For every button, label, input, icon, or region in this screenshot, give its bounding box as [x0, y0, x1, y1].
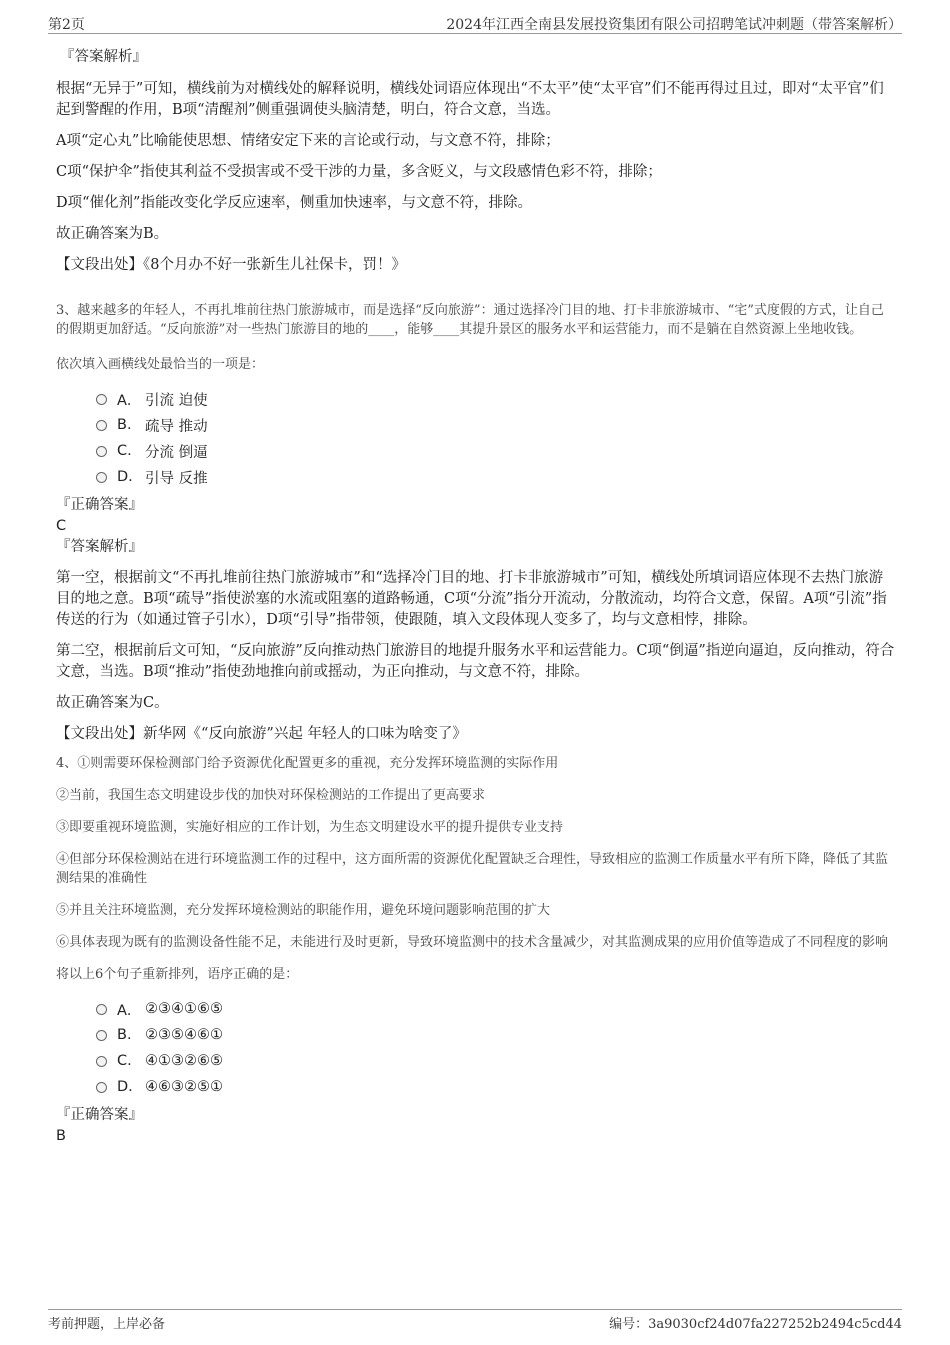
q2-analysis-p3: C项“保护伞”指使其利益不受损害或不受干涉的力量，多含贬义，与文段感情色彩不符，排除； — [56, 164, 662, 180]
q4-sentence-4: ④但部分环保检测站在进行环境监测工作的过程中，这方面所需的资源优化配置缺乏合理性，导致相应的监测工作质量水平有所下降，降低了其监测结果的准确性 — [56, 852, 889, 886]
q4-option-b[interactable]: B. ②③⑤④⑥① — [96, 1022, 896, 1048]
q2-analysis-p1: 根据“无异于”可知，横线前为对横线处的解释说明，横线处词语应体现出“不太平”使“太平官”们不能再得过且过，即对“太平官”们起到警醒的作用，B项“清醒剂”侧重强调使头脑清楚，明白，符合文意，当选。 — [56, 81, 884, 118]
q4-correct-label: 『正确答案』 — [56, 1107, 143, 1123]
q4-prompt: 将以上6个句子重新排列，语序正确的是： — [56, 967, 299, 982]
q4-correct-answer: B — [56, 1128, 66, 1144]
q3-source: 【文段出处】新华网《“反向旅游”兴起 年轻人的口味为啥变了》 — [56, 726, 467, 742]
q2-analysis-p2: A项“定心丸”比喻能使思想、情绪安定下来的言论或行动，与文意不符，排除； — [56, 133, 560, 149]
radio-icon[interactable] — [96, 472, 107, 483]
q2-analysis-label: 『答案解析』 — [60, 49, 147, 65]
q4-option-c[interactable]: C. ④①③②⑥⑤ — [96, 1048, 896, 1074]
radio-icon[interactable] — [96, 446, 107, 457]
q3-options — [96, 386, 896, 490]
q3-analysis-label: 『答案解析』 — [56, 539, 143, 555]
q4-options — [96, 996, 896, 1100]
q4-option-d[interactable]: D. ④⑥③②⑤① — [96, 1074, 896, 1100]
radio-icon[interactable] — [96, 1030, 107, 1041]
q4-sentence-1: 4、①则需要环保检测部门给予资源优化配置更多的重视，充分发挥环境监测的实际作用 — [56, 756, 559, 771]
q3-option-c[interactable]: C. 分流 倒逼 — [96, 438, 896, 464]
q3-option-d[interactable]: D. 引导 反推 — [96, 464, 896, 490]
header-divider — [48, 33, 902, 34]
footer-slogan: 考前押题，上岸必备 — [48, 1317, 166, 1332]
q2-analysis-p4: D项“催化剂”指能改变化学反应速率，侧重加快速率，与文意不符，排除。 — [56, 195, 532, 211]
q3-analysis-p2: 第二空，根据前后文可知，“反向旅游”反向推动热门旅游目的地提升服务水平和运营能力。C项“倒逼”指逆向逼迫，反向推动，符合文意，当选。B项“推动”指使劲地推向前或摇动，为正向推动，与文意不符，排除。 — [56, 643, 895, 680]
document-title: 2024年江西全南县发展投资集团有限公司招聘笔试冲刺题（带答案解析） — [446, 17, 902, 33]
radio-icon[interactable] — [96, 1004, 107, 1015]
page-number: 第2页 — [48, 17, 85, 33]
q3-option-a[interactable]: A． 引流 迫使 — [96, 386, 896, 412]
q3-stem: 3、越来越多的年轻人，不再扎堆前往热门旅游城市，而是选择“反向旅游”：通过选择冷门目的地、打卡非旅游城市、“宅”式度假的方式，让自己的假期更加舒适。“反向旅游”对一些热门旅游目的地的____，能够____其提升景区的服务水平和运营能力，而不是躺在自然资源上坐地收钱。 — [56, 303, 884, 337]
footer-divider — [48, 1309, 902, 1310]
q4-sentence-3: ③即要重视环境监测，实施好相应的工作计划，为生态文明建设水平的提升提供专业支持 — [56, 820, 564, 835]
radio-icon[interactable] — [96, 1056, 107, 1067]
radio-icon[interactable] — [96, 394, 107, 405]
q2-answer-line: 故正确答案为B。 — [56, 226, 169, 242]
q3-answer-line: 故正确答案为C。 — [56, 695, 169, 711]
q3-prompt: 依次填入画横线处最恰当的一项是： — [56, 357, 265, 372]
q3-correct-label: 『正确答案』 — [56, 497, 143, 513]
document-id: 编号：3a9030cf24d07fa227252b2494c5cd44 — [609, 1317, 902, 1332]
q4-sentence-5: ⑤并且关注环境监测，充分发挥环境检测站的职能作用，避免环境问题影响范围的扩大 — [56, 903, 551, 918]
page-content — [56, 46, 896, 1146]
q2-source: 【文段出处】《8个月办不好一张新生儿社保卡，罚！》 — [56, 257, 406, 273]
q3-analysis-p1: 第一空，根据前文“不再扎堆前往热门旅游城市”和“选择冷门目的地、打卡非旅游城市”可知，横线处所填词语应体现不去热门旅游目的地之意。B项“疏导”指使淤塞的水流或阻塞的道路畅通，C项“分流”指分开流动，分散流动，均符合文意，保留。A项“引流”指传送的行为（如通过管子引水），D项“引导”指带领，使跟随，填入文段体现人变多了，均与文意相悖，排除。 — [56, 570, 887, 628]
q4-sentence-2: ②当前，我国生态文明建设步伐的加快对环保检测站的工作提出了更高要求 — [56, 788, 486, 803]
radio-icon[interactable] — [96, 420, 107, 431]
q4-option-a[interactable]: A． ②③④①⑥⑤ — [96, 996, 896, 1022]
q4-sentence-6: ⑥具体表现为既有的监测设备性能不足，未能进行及时更新，导致环境监测中的技术含量减少，对其监测成果的应用价值等造成了不同程度的影响 — [56, 935, 889, 950]
radio-icon[interactable] — [96, 1082, 107, 1093]
q3-correct-answer: C — [56, 518, 67, 534]
q3-option-b[interactable]: B. 疏导 推动 — [96, 412, 896, 438]
